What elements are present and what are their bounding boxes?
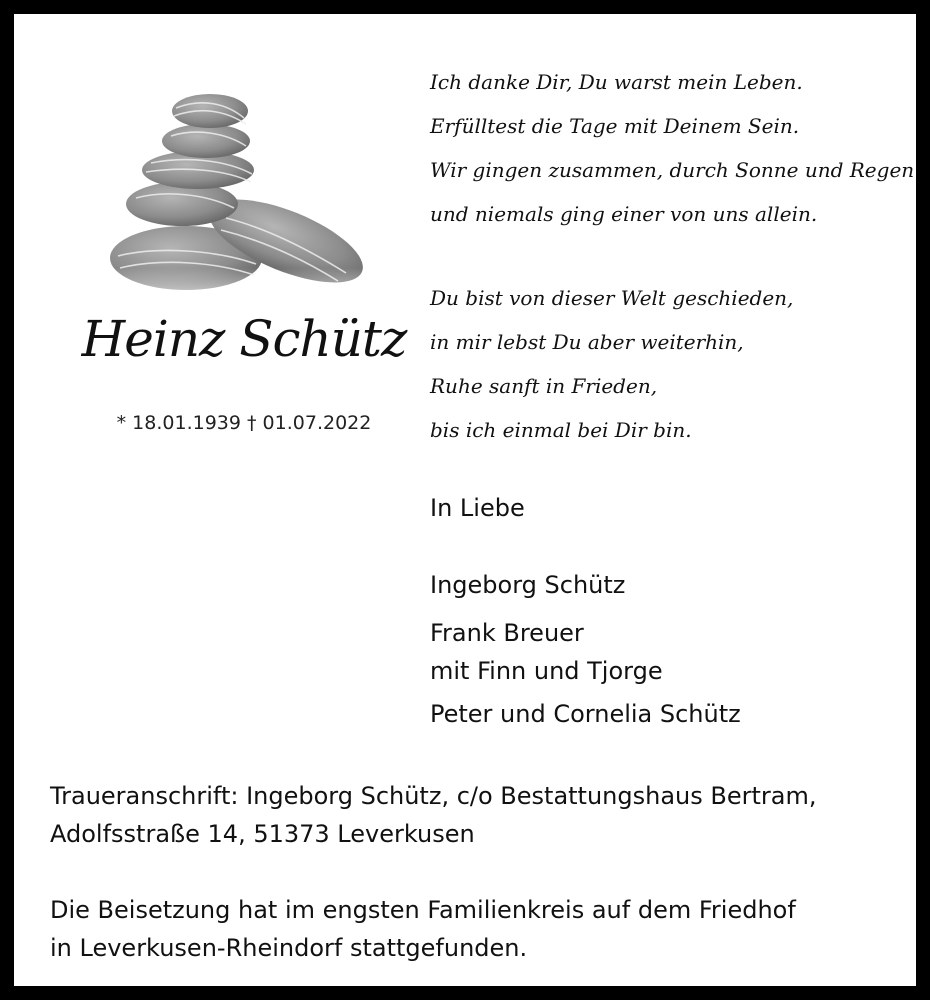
- poem-line: Ich danke Dir, Du warst mein Leben.: [430, 70, 803, 94]
- poem-line: Du bist von dieser Welt geschieden,: [430, 286, 794, 310]
- funeral-line: in Leverkusen-Rheindorf stattgefunden.: [50, 934, 528, 962]
- stacked-stones-image: [106, 78, 384, 303]
- funeral-line: Die Beisetzung hat im engsten Familienkreis auf dem Friedhof: [50, 896, 796, 924]
- deceased-name: Heinz Schütz: [81, 310, 407, 368]
- funeral-notice: [50, 891, 900, 967]
- poem-line: Wir gingen zusammen, durch Sonne und Regen: [430, 158, 915, 182]
- in-love-intro: In Liebe: [430, 494, 525, 522]
- mourning-address: [50, 777, 900, 853]
- poem-line: und niemals ging einer von uns allein.: [430, 202, 818, 226]
- mourner-name: Frank Breuer: [430, 619, 584, 647]
- poem-line: Erfülltest die Tage mit Deinem Sein.: [430, 114, 800, 138]
- mourner-name: Ingeborg Schütz: [430, 571, 626, 599]
- poem-stanza-2: [430, 276, 793, 452]
- mourner-group: [430, 614, 663, 690]
- poem-stanza-1: [430, 60, 914, 236]
- poem-line: Ruhe sanft in Frieden,: [430, 374, 658, 398]
- poem-line: bis ich einmal bei Dir bin.: [430, 418, 692, 442]
- address-line: Traueranschrift: Ingeborg Schütz, c/o Bestattungshaus Bertram,: [50, 782, 817, 810]
- mourner-name: Peter und Cornelia Schütz: [430, 700, 741, 728]
- life-dates: * 18.01.1939 † 01.07.2022: [116, 412, 372, 434]
- poem-line: in mir lebst Du aber weiterhin,: [430, 330, 744, 354]
- address-line: Adolfsstraße 14, 51373 Leverkusen: [50, 820, 475, 848]
- mourner-name: mit Finn und Tjorge: [430, 657, 663, 685]
- obituary-card: [14, 14, 916, 986]
